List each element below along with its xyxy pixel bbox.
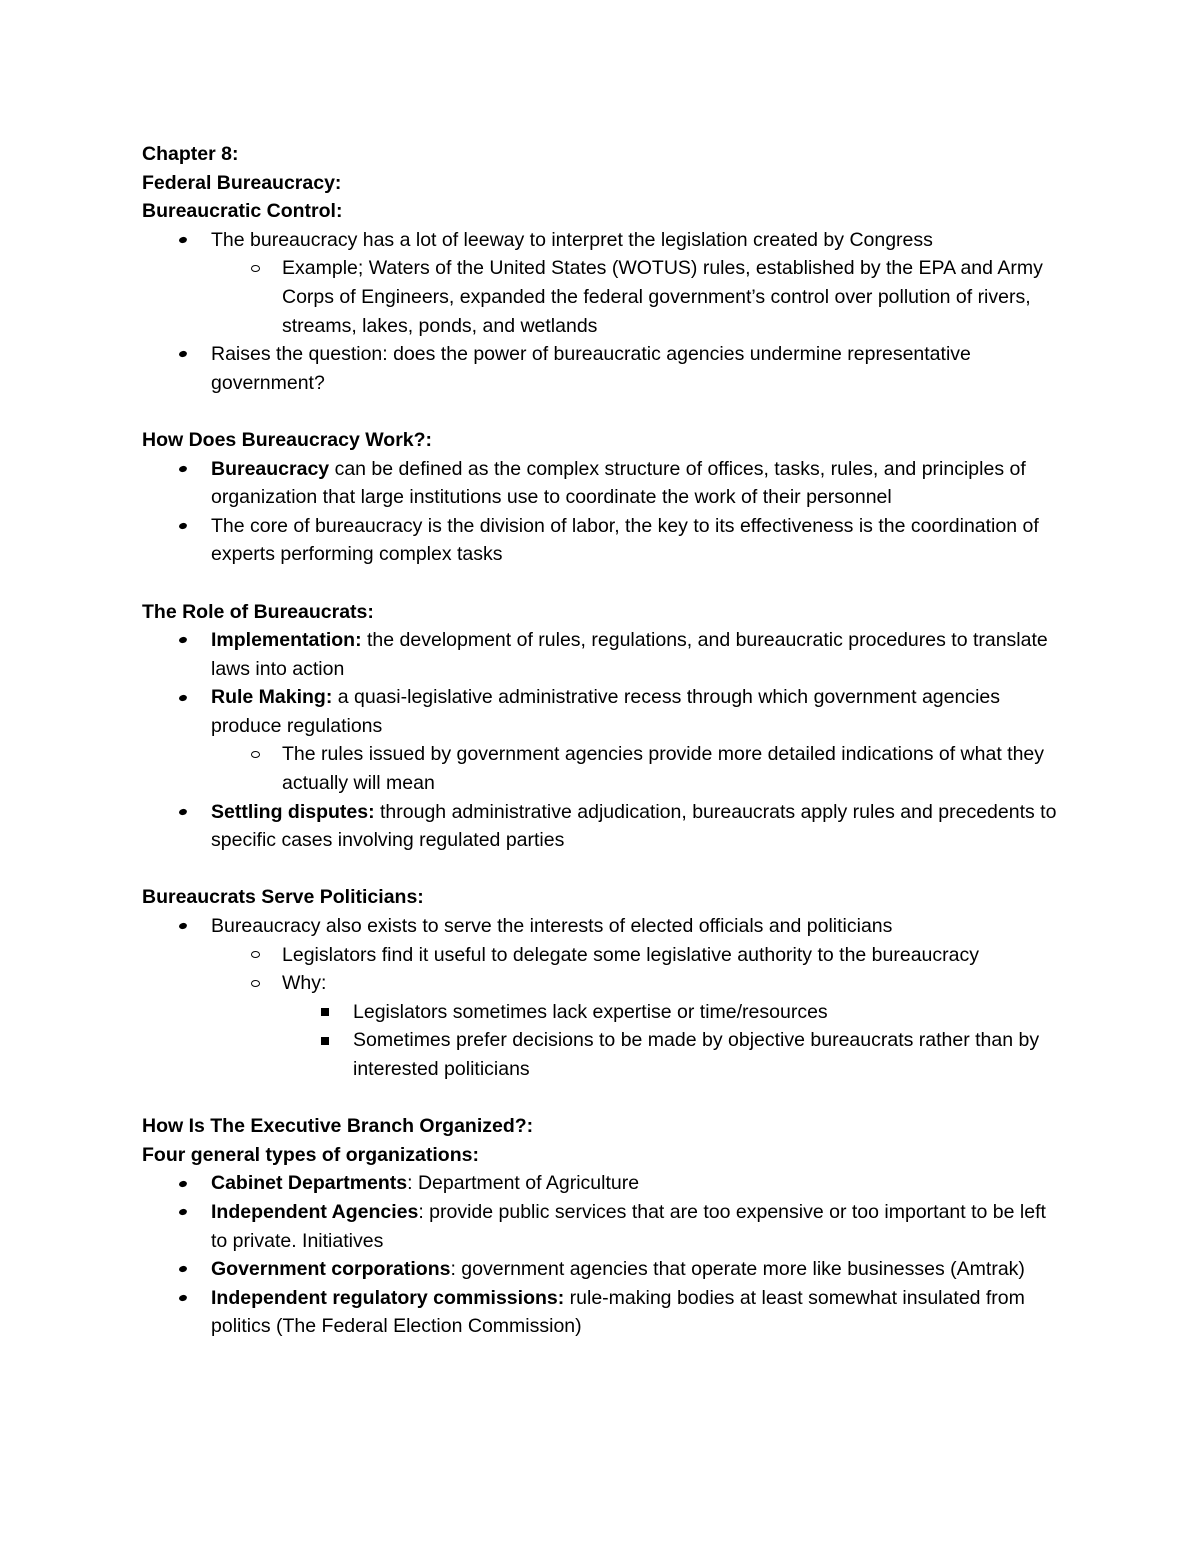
bullet-disc-icon — [176, 340, 190, 369]
spacer — [142, 397, 1062, 426]
section-heading-role: The Role of Bureaucrats: — [142, 600, 374, 623]
list-item — [142, 226, 1062, 255]
spacer — [142, 569, 1062, 598]
bullet-square-icon — [318, 998, 332, 1027]
bullet-disc-icon — [176, 683, 190, 712]
serve-list — [142, 912, 1062, 941]
list-item-text: a quasi-legislative administrative recess through which government agencies produce regulations — [211, 686, 1001, 737]
term: Implementation: — [211, 629, 362, 652]
list-item — [142, 1026, 1062, 1083]
list-item-text: : Department of Agriculture — [407, 1172, 640, 1195]
list-item — [142, 998, 1062, 1027]
control-sublist — [142, 254, 1062, 340]
bullet-circle-icon — [248, 254, 262, 283]
bullet-disc-icon — [176, 226, 190, 255]
list-item — [142, 912, 1062, 941]
section-heading-control: Bureaucratic Control: — [142, 200, 343, 223]
term: Independent Agencies — [211, 1200, 419, 1223]
list-item-text: Legislators sometimes lack expertise or time/resources — [353, 1000, 828, 1023]
section-heading-org: How Is The Executive Branch Organized?: — [142, 1115, 534, 1138]
bullet-disc-icon — [176, 626, 190, 655]
role-list-cont — [142, 798, 1062, 855]
term: Government corporations — [211, 1258, 451, 1281]
list-item-text: Why: — [282, 972, 327, 995]
list-item-text: Sometimes prefer decisions to be made by objective bureaucrats rather than by interested politicians — [353, 1029, 1040, 1080]
term: Independent regulatory commissions: — [211, 1286, 565, 1309]
bullet-disc-icon — [176, 1198, 190, 1227]
section-heading-work: How Does Bureaucracy Work?: — [142, 428, 433, 451]
bullet-disc-icon — [176, 1169, 190, 1198]
list-item-text: The core of bureaucracy is the division of labor, the key to its effectiveness is the coordination of experts performing complex tasks — [211, 514, 1039, 566]
org-list — [142, 1169, 1062, 1341]
list-item-text: rule-making bodies at least somewhat insulated from politics (The Federal Election Commission) — [211, 1286, 1025, 1338]
bullet-square-icon — [318, 1026, 332, 1055]
subject-heading: Federal Bureaucracy: — [142, 171, 342, 194]
document-page — [142, 140, 1062, 1341]
term: Rule Making: — [211, 686, 333, 709]
spacer — [142, 855, 1062, 884]
list-item — [142, 740, 1062, 797]
bullet-disc-icon — [176, 798, 190, 827]
serve-sublist — [142, 941, 1062, 998]
list-item-text: can be defined as the complex structure of offices, tasks, rules, and principles of organization that large institutions use to coordinate the work of their personnel — [211, 457, 1026, 509]
list-item — [142, 1198, 1062, 1255]
bullet-disc-icon — [176, 1255, 190, 1284]
list-item-text: The bureaucracy has a lot of leeway to interpret the legislation created by Congress — [211, 228, 933, 251]
list-item — [142, 512, 1062, 569]
list-item — [142, 1255, 1062, 1284]
control-list — [142, 226, 1062, 255]
list-item — [142, 254, 1062, 340]
spacer — [142, 1084, 1062, 1113]
serve-subsublist — [142, 998, 1062, 1084]
bullet-disc-icon — [176, 512, 190, 541]
list-item — [142, 1169, 1062, 1198]
control-list-cont — [142, 340, 1062, 397]
list-item — [142, 683, 1062, 740]
term: Bureaucracy — [211, 457, 330, 480]
list-item — [142, 455, 1062, 512]
section-subheading-org: Four general types of organizations: — [142, 1143, 479, 1166]
list-item — [142, 1284, 1062, 1341]
term: Settling disputes: — [211, 800, 375, 823]
list-item — [142, 941, 1062, 970]
bullet-disc-icon — [176, 912, 190, 941]
list-item-text: The rules issued by government agencies provide more detailed indications of what they actually will mean — [282, 743, 1045, 795]
bullet-circle-icon — [248, 969, 262, 998]
work-list — [142, 455, 1062, 569]
list-item — [142, 626, 1062, 683]
list-item-text: Raises the question: does the power of bureaucratic agencies undermine representative government? — [211, 343, 971, 394]
bullet-circle-icon — [248, 941, 262, 970]
list-item-text: the development of rules, regulations, and bureaucratic procedures to translate laws into action — [211, 629, 1048, 680]
list-item-text: : provide public services that are too expensive or too important to be left to private. Initiatives — [211, 1200, 1046, 1252]
list-item-text: Example; Waters of the United States (WOTUS) rules, established by the EPA and Army Corps of Engineers, expanded the federal government’s control over pollution of rivers, streams, lakes, ponds, and wetlands — [282, 257, 1043, 337]
bullet-disc-icon — [176, 455, 190, 484]
list-item — [142, 340, 1062, 397]
term: Cabinet Departments — [211, 1172, 408, 1195]
list-item-text: through administrative adjudication, bureaucrats apply rules and precedents to specific cases involving regulated parties — [211, 800, 1057, 852]
chapter-heading: Chapter 8: — [142, 143, 239, 165]
bullet-disc-icon — [176, 1284, 190, 1313]
list-item — [142, 969, 1062, 998]
list-item — [142, 798, 1062, 855]
list-item-text: Legislators find it useful to delegate some legislative authority to the bureaucracy — [282, 943, 979, 966]
bullet-circle-icon — [248, 740, 262, 769]
role-sublist — [142, 740, 1062, 797]
list-item-text: Bureaucracy also exists to serve the interests of elected officials and politicians — [211, 915, 893, 938]
section-heading-serve: Bureaucrats Serve Politicians: — [142, 886, 424, 909]
list-item-text: : government agencies that operate more like businesses (Amtrak) — [450, 1258, 1025, 1281]
role-list — [142, 626, 1062, 740]
